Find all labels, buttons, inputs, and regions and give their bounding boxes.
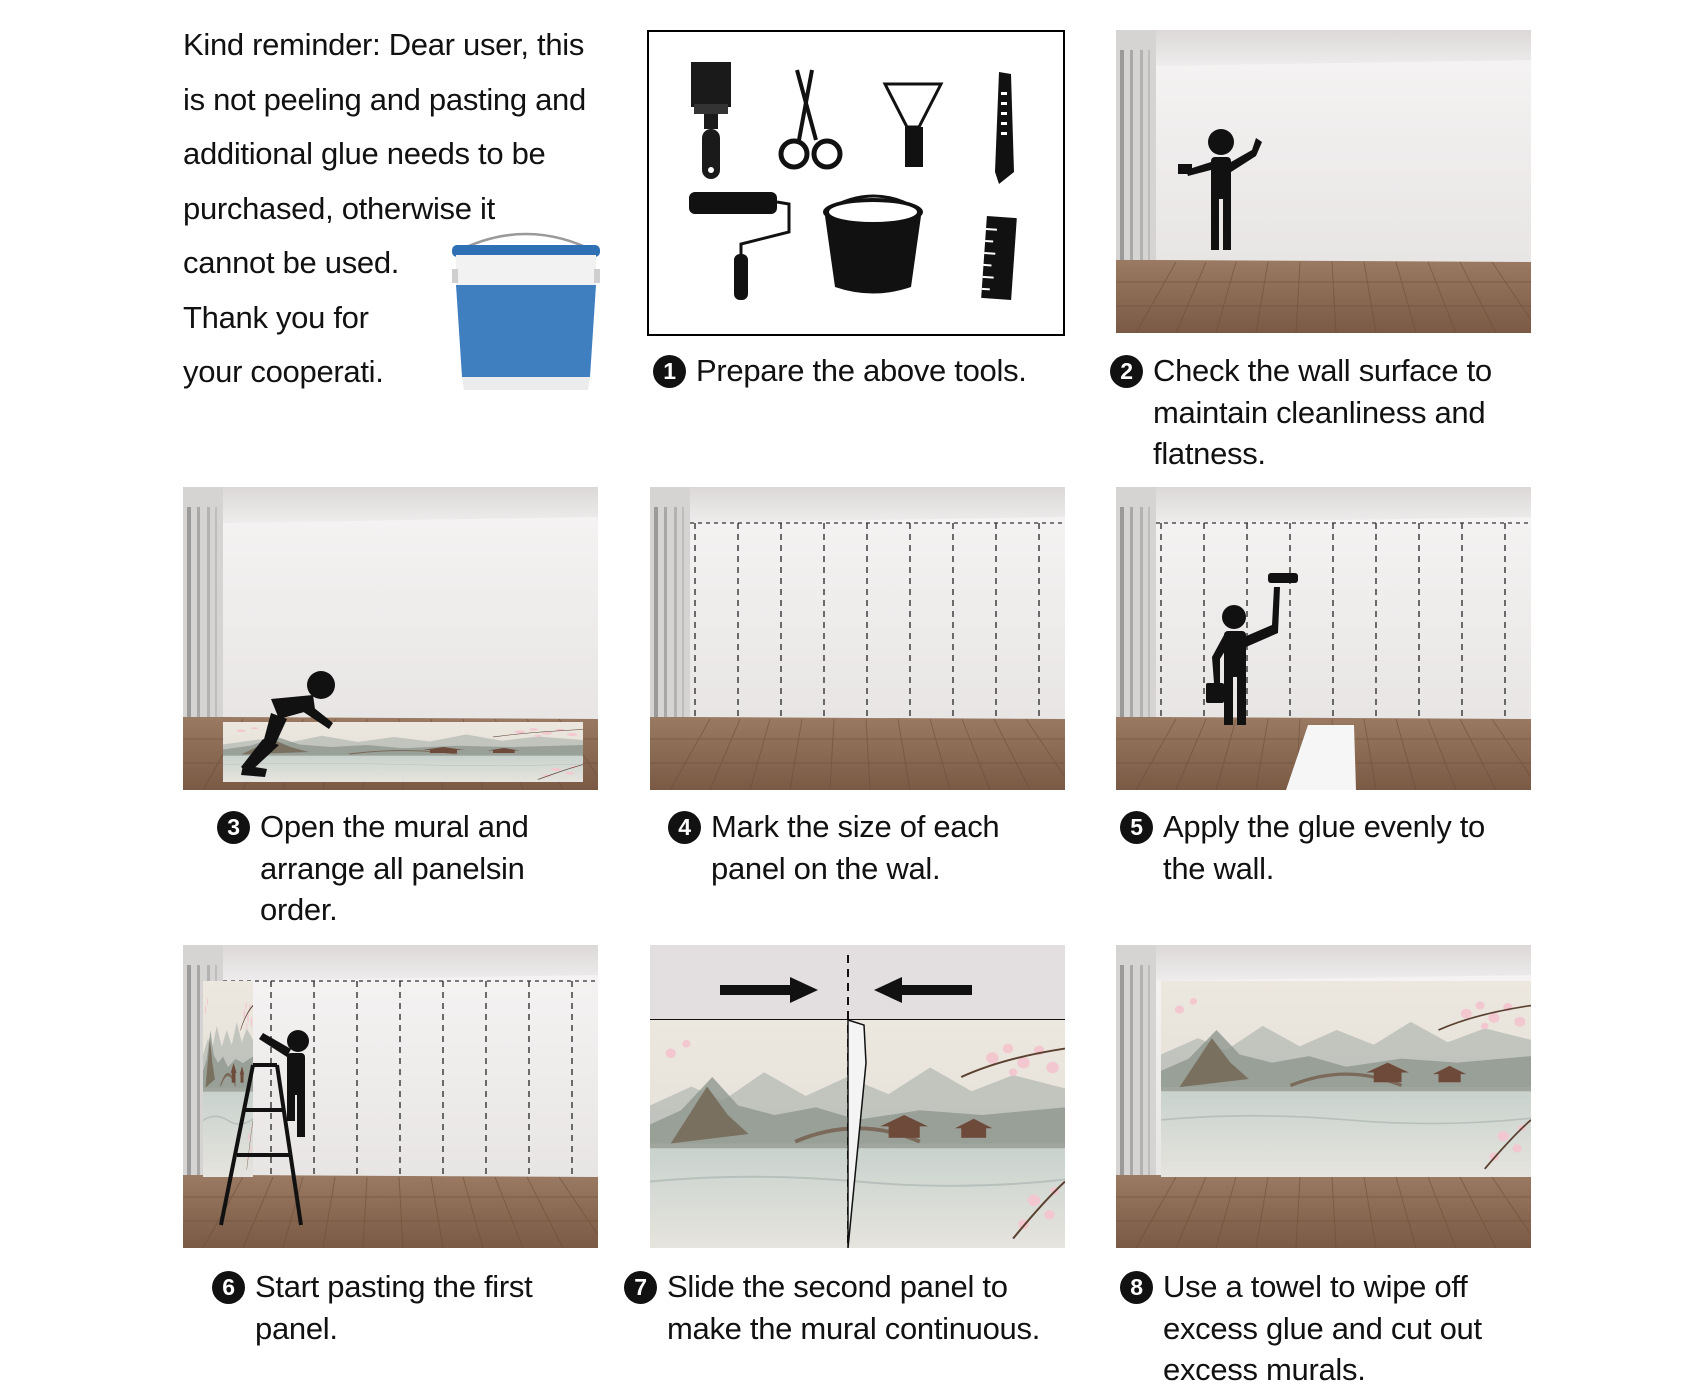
step-number-badge: 7 [624,1271,657,1304]
reminder-line: purchased, otherwise it [183,190,495,226]
step-3-image [183,487,598,790]
scissors-icon [781,70,840,167]
step-5-caption [1120,806,1485,889]
step-text: Open the mural and arrange all panelsin order. [260,809,529,927]
step-text: Use a towel to wipe off excess glue and cut out excess murals. [1163,1269,1482,1387]
reminder-line: cannot be used. [183,245,400,280]
paintbrush-icon [691,62,731,179]
step-5-image [1116,487,1531,790]
tools-panel [647,30,1065,336]
step-7-image [650,945,1065,1248]
ruler-icon [981,216,1017,300]
step-text: Check the wall surface to maintain cleanliness and flatness. [1153,353,1492,471]
step-4-image [650,487,1065,790]
step-6-caption [212,1266,532,1349]
step-text: Apply the glue evenly to the wall. [1163,809,1485,886]
step-text: Mark the size of each panel on the wal. [711,809,1000,886]
step-2-caption [1110,350,1492,475]
step-text: Prepare the above tools. [696,353,1027,388]
step-1-caption [653,350,1027,392]
step-number-badge: 4 [668,811,701,844]
step-text: Start pasting the first panel. [255,1269,533,1346]
step-2-image [1116,30,1531,333]
step-number-badge: 6 [212,1271,245,1304]
paint-roller-icon [689,192,789,300]
utility-knife-icon [995,72,1014,184]
step-8-caption [1120,1266,1482,1391]
reminder-line: Kind reminder: Dear user, this [183,27,585,62]
step-number-badge: 1 [653,355,686,388]
step-number-badge: 5 [1120,811,1153,844]
reminder-line: your cooperati. [183,354,384,389]
step-7-caption [624,1266,1040,1349]
reminder-line: is not peeling and pasting and [183,81,586,117]
step-number-badge: 2 [1110,355,1143,388]
glue-bucket-icon [446,225,606,400]
step-text: Slide the second panel to make the mural continuous. [667,1269,1041,1346]
reminder-line: additional glue needs to be [183,136,546,171]
scraper-icon [885,84,941,167]
step-8-image [1116,945,1531,1248]
step-4-caption [668,806,999,889]
step-6-image [183,945,598,1248]
step-3-caption [217,806,529,931]
reminder-line: Thank you for [183,299,369,335]
step-number-badge: 3 [217,811,250,844]
step-number-badge: 8 [1120,1271,1153,1304]
bucket-icon [823,196,923,294]
